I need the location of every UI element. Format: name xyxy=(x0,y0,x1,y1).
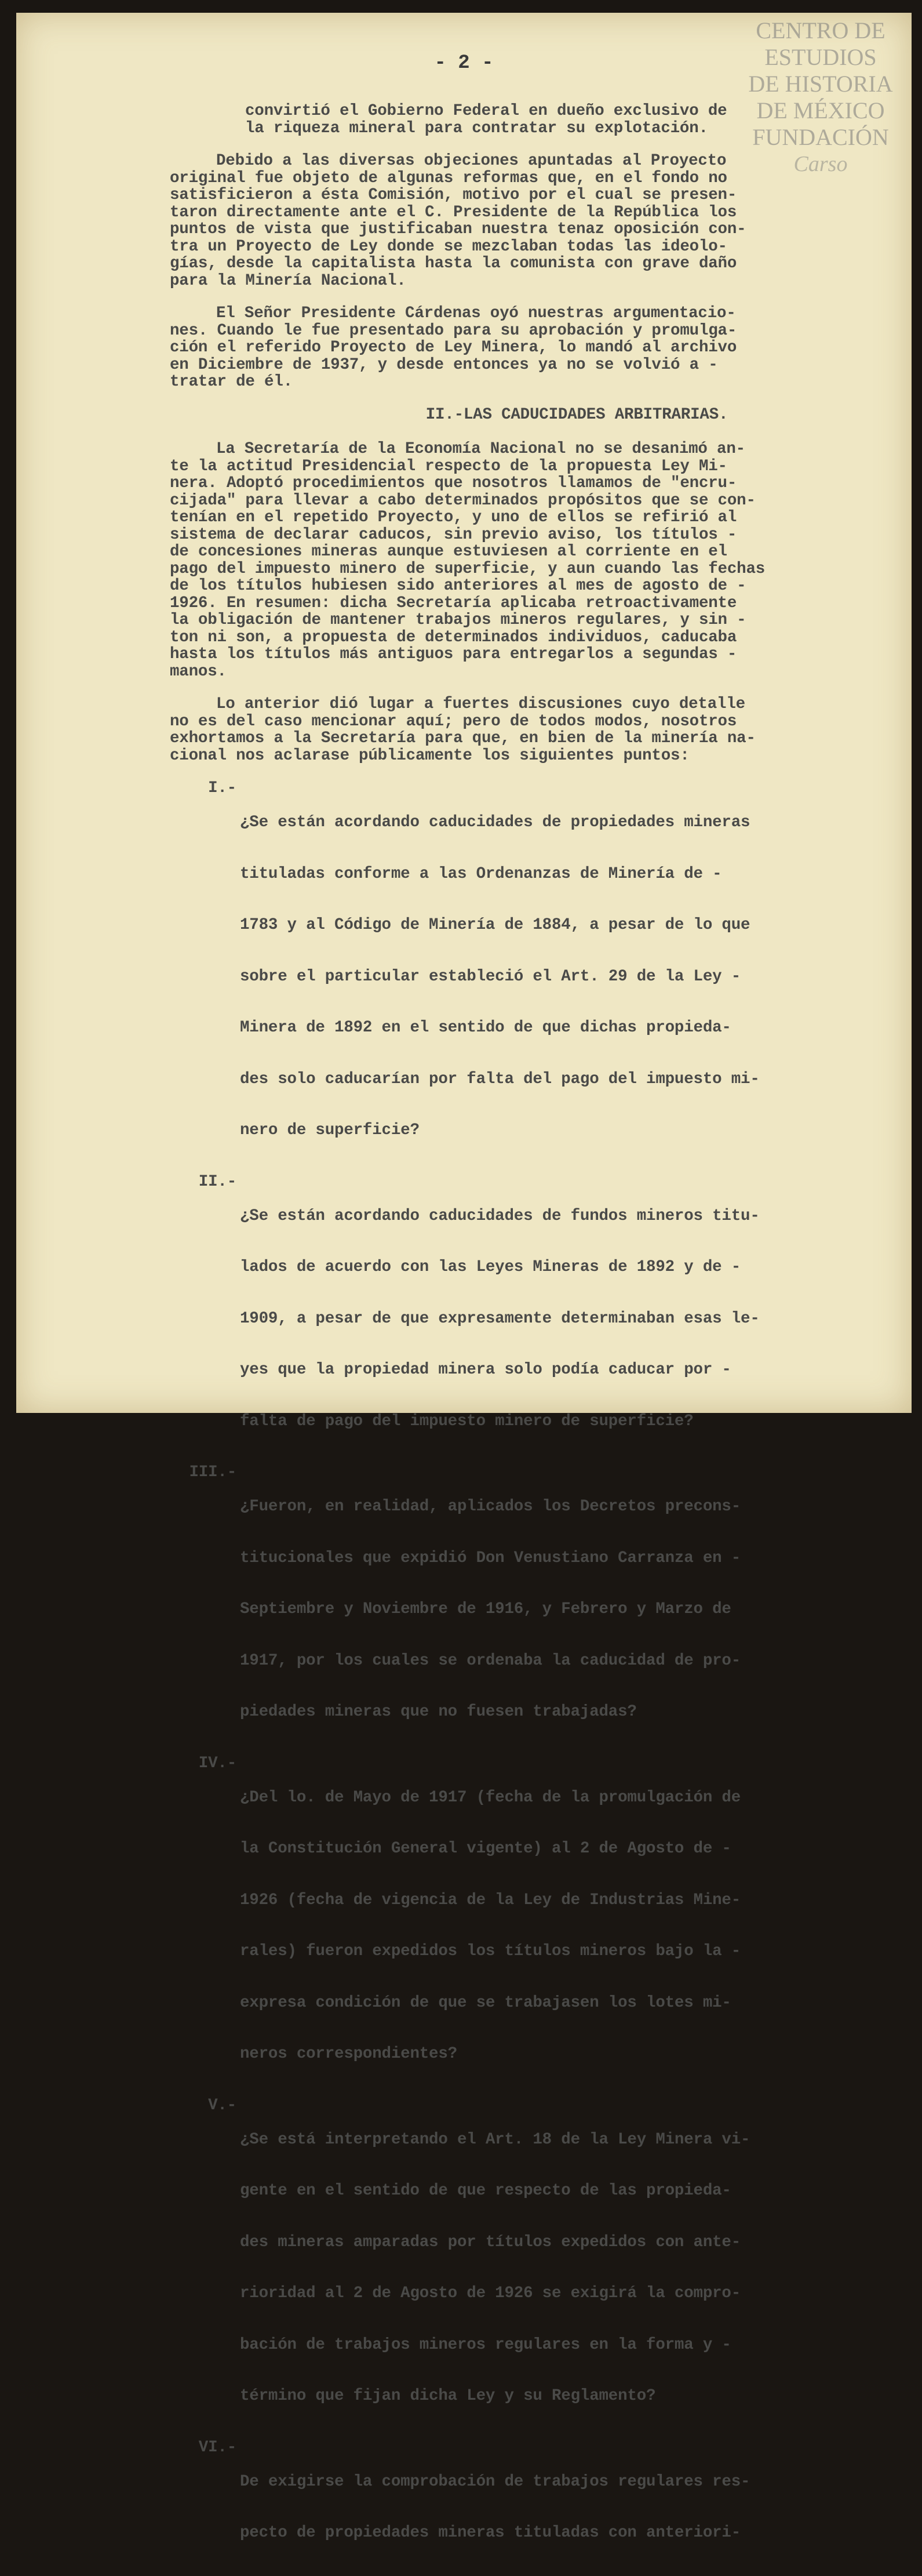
watermark-line: DE MÉXICO xyxy=(756,97,885,123)
questions-list xyxy=(170,780,909,2576)
text-line: exhortamos a la Secretaría para que, en bien de la minería na- xyxy=(170,729,756,747)
text-line: tituladas conforme a las Ordenanzas de Minería de - xyxy=(240,864,722,883)
text-line: Minera de 1892 en el sentido de que dichas propieda- xyxy=(240,1019,731,1037)
paragraph-discussion xyxy=(170,696,909,764)
question-number: II.- xyxy=(198,1172,236,1191)
text-line: piedades mineras que no fuesen trabajadas? xyxy=(240,1703,637,1721)
question-item xyxy=(170,2097,909,2439)
text-line: la obligación de mantener trabajos mineros regulares, y sin - xyxy=(170,611,746,629)
text-line: 1926 (fecha de vigencia de la Ley de Industrias Mine- xyxy=(240,1891,741,1909)
text-line: taron directamente ante el C. Presidente de la República los xyxy=(170,203,737,221)
text-line: gías, desde la capitalista hasta la comunista con grave daño xyxy=(170,255,737,273)
text-line: Septiembre y Noviembre de 1916, y Febrero y Marzo de xyxy=(240,1600,731,1618)
text-line: ton ni son, a propuesta de determinados individuos, caducaba xyxy=(170,628,737,646)
text-line: ¿Se está interpretando el Art. 18 de la Ley Minera vi- xyxy=(240,2130,750,2149)
text-line: De exigirse la comprobación de trabajos regulares res- xyxy=(240,2472,750,2491)
text-line: La Secretaría de la Economía Nacional no se desanimó an- xyxy=(216,440,745,458)
text-line: te la actitud Presidencial respecto de la propuesta Ley Mi- xyxy=(170,457,727,475)
watermark-line: FUNDACIÓN xyxy=(752,124,889,150)
text-line: la riqueza mineral para contratar su explotación. xyxy=(245,119,708,137)
document-body xyxy=(170,102,909,2576)
text-line: Lo anterior dió lugar a fuertes discusiones cuyo detalle xyxy=(216,695,745,713)
text-line: expresa condición de que se trabajasen los lotes mi- xyxy=(240,1993,731,2012)
text-line: no es del caso mencionar aquí; pero de todos modos, nosotros xyxy=(170,712,737,731)
text-line: lados de acuerdo con las Leyes Mineras de 1892 y de - xyxy=(240,1258,741,1276)
page-number: - 2 - xyxy=(434,52,494,74)
text-line: la Constitución General vigente) al 2 de Agosto de - xyxy=(240,1840,731,1858)
text-line: pecto de propiedades mineras tituladas con anteriori- xyxy=(240,2524,741,2542)
text-line: 1783 y al Código de Minería de 1884, a pesar de lo que xyxy=(240,916,750,934)
text-line: manos. xyxy=(170,662,227,681)
question-text xyxy=(236,2097,909,2439)
text-line: 1926. En resumen: dicha Secretaría aplicaba retroactivamente xyxy=(170,594,737,612)
text-line: ción el referido Proyecto de Ley Minera, lo mandó al archivo xyxy=(170,339,737,357)
text-line: de los títulos hubiesen sido anteriores al mes de agosto de - xyxy=(170,577,746,595)
question-item xyxy=(170,2439,909,2576)
text-line: ¿Del lo. de Mayo de 1917 (fecha de la promulgación de xyxy=(240,1788,741,1807)
text-line: titucionales que expidió Don Venustiano Carranza en - xyxy=(240,1549,741,1567)
text-line: de concesiones mineras aunque estuviesen al corriente en el xyxy=(170,543,727,561)
question-item xyxy=(170,780,909,1173)
text-line: convirtió el Gobierno Federal en dueño exclusivo de xyxy=(245,102,727,120)
text-line: rioridad al 2 de Agosto de 1926 se exigirá la compro- xyxy=(240,2284,741,2302)
intro-paragraph xyxy=(245,103,909,137)
text-line: rales) fueron expedidos los títulos mineros bajo la - xyxy=(240,1942,741,1960)
section-heading: II.-LAS CADUCIDADES ARBITRARIAS. xyxy=(425,405,728,424)
text-line: cijada" para llevar a cabo determinados propósitos que se con- xyxy=(170,491,756,510)
text-line: hasta los títulos más antiguos para entregarlos a segundas - xyxy=(170,645,737,663)
text-line: puntos de vista que justificaban nuestra tenaz oposición con- xyxy=(170,220,746,238)
question-item xyxy=(170,1173,909,1465)
text-line: neros correspondientes? xyxy=(240,2045,457,2063)
paragraph-secretaria xyxy=(170,441,909,680)
watermark-line: DE HISTORIA xyxy=(748,71,893,97)
text-line: 1909, a pesar de que expresamente determinaban esas le- xyxy=(240,1309,760,1328)
text-line: satisficieron a ésta Comisión, motivo por el cual se presen- xyxy=(170,186,737,204)
text-line: nes. Cuando le fue presentado para su aprobación y promulga- xyxy=(170,321,737,340)
text-line: nera. Adoptó procedimientos que nosotros llamamos de "encru- xyxy=(170,474,737,492)
question-number: V.- xyxy=(208,2096,236,2114)
text-line: en Diciembre de 1937, y desde entonces ya no se volvió a - xyxy=(170,355,718,374)
question-text xyxy=(236,1755,909,2097)
text-line: El Señor Presidente Cárdenas oyó nuestras argumentacio- xyxy=(216,304,736,322)
question-text xyxy=(236,1173,909,1465)
paragraph-objections xyxy=(170,152,909,289)
text-line: bación de trabajos mineros regulares en la forma y - xyxy=(240,2335,731,2354)
question-number: IV.- xyxy=(198,1754,236,1772)
text-line: Debido a las diversas objeciones apuntadas al Proyecto xyxy=(216,152,727,170)
text-line: falta de pago del impuesto minero de superficie? xyxy=(240,1412,694,1430)
text-line: 1917, por los cuales se ordenaba la caducidad de pro- xyxy=(240,1651,741,1670)
question-text xyxy=(236,780,909,1173)
document-page xyxy=(16,13,912,2542)
watermark-signature: Carso xyxy=(793,152,848,176)
text-line: tra un Proyecto de Ley donde se mezclaban todas las ideolo- xyxy=(170,237,727,256)
text-line: nero de superficie? xyxy=(240,1121,420,1139)
text-line: para la Minería Nacional. xyxy=(170,271,406,290)
text-line: tenían en el repetido Proyecto, y uno de ellos se refirió al xyxy=(170,508,737,526)
watermark-line: ESTUDIOS xyxy=(764,44,877,70)
question-text xyxy=(236,1464,909,1755)
text-line: ¿Se están acordando caducidades de fundos mineros titu- xyxy=(240,1207,760,1225)
text-line: sistema de declarar caducos, sin previo aviso, los títulos - xyxy=(170,525,737,544)
text-line: ¿Fueron, en realidad, aplicados los Decretos precons- xyxy=(240,1498,741,1516)
question-item xyxy=(170,1755,909,2097)
text-line: des solo caducarían por falta del pago del impuesto mi- xyxy=(240,1070,760,1088)
text-line: original fue objeto de algunas reformas que, en el fondo no xyxy=(170,169,727,187)
text-line: gente en el sentido de que respecto de las propieda- xyxy=(240,2182,731,2200)
question-number: III.- xyxy=(189,1463,236,1481)
text-line: sobre el particular estableció el Art. 29 de la Ley - xyxy=(240,967,741,986)
question-number: I.- xyxy=(208,779,236,797)
question-item xyxy=(170,1464,909,1755)
text-line: des mineras amparadas por títulos expedidos con ante- xyxy=(240,2233,741,2251)
question-text xyxy=(236,2439,909,2576)
paragraph-cardenas xyxy=(170,305,909,391)
text-line: pago del impuesto minero de superficie, y aun cuando las fechas xyxy=(170,559,766,578)
text-line: yes que la propiedad minera solo podía caducar por - xyxy=(240,1361,731,1379)
text-line: término que fijan dicha Ley y su Reglamento? xyxy=(240,2387,656,2405)
text-line: ¿Se están acordando caducidades de propiedades mineras xyxy=(240,813,750,831)
text-line: tratar de él. xyxy=(170,373,293,391)
text-line: cional nos aclarase públicamente los siguientes puntos: xyxy=(170,746,690,765)
question-number: VI.- xyxy=(198,2438,236,2457)
watermark-line: CENTRO DE xyxy=(756,17,885,43)
